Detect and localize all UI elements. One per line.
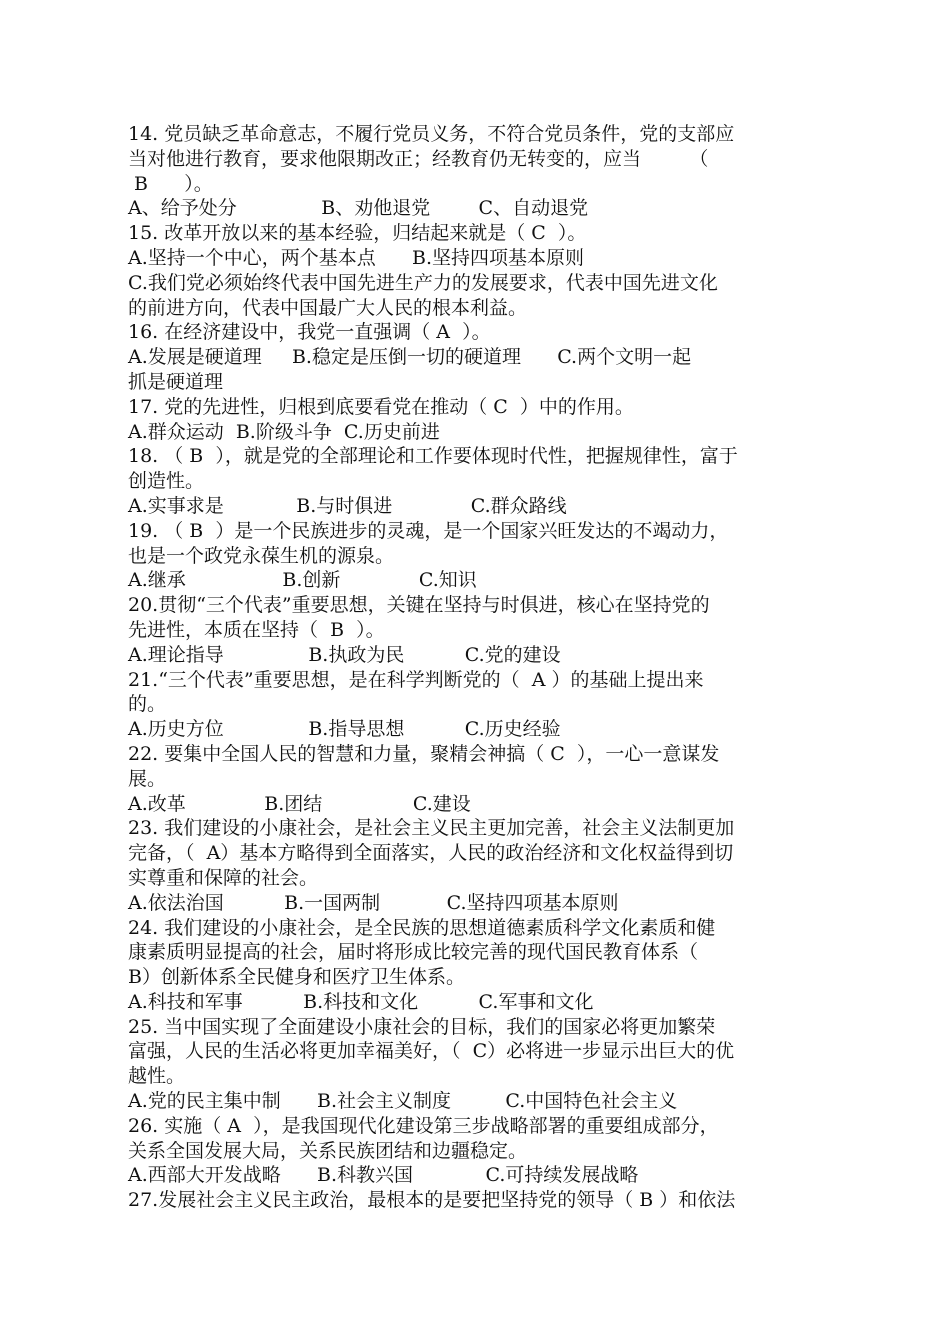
text-line: 抓是硬道理	[128, 370, 224, 393]
text-line: 也是一个政党永葆生机的源泉。	[128, 544, 395, 567]
text-line: A.理论指导 B.执政为民 C.党的建设	[128, 643, 561, 666]
text-line: 19. （ B ）是一个民族进步的灵魂，是一个国家兴旺发达的不竭动力，	[128, 519, 729, 542]
text-line: C.我们党必须始终代表中国先进生产力的发展要求，代表中国先进文化	[128, 271, 718, 294]
text-line: 展。	[128, 767, 167, 790]
text-line: A.群众运动 B.阶级斗争 C.历史前进	[128, 420, 440, 443]
text-line: 18. （ B ），就是党的全部理论和工作要体现时代性，把握规律性，富于	[128, 445, 738, 468]
document-page	[128, 122, 828, 1213]
text-line: A.继承 B.创新 C.知识	[128, 569, 477, 592]
text-line: 16. 在经济建设中，我党一直强调（ A ）。	[128, 321, 491, 344]
text-line: 先进性，本质在坚持（ B ）。	[128, 618, 385, 641]
text-line: 25. 当中国实现了全面建设小康社会的目标，我们的国家必将更加繁荣	[128, 1015, 716, 1038]
text-line: B ）。	[128, 172, 213, 195]
text-line: A.改革 B.团结 C.建设	[128, 792, 471, 815]
text-line: A.实事求是 B.与时俱进 C.群众路线	[128, 494, 567, 517]
text-line: 14. 党员缺乏革命意志，不履行党员义务，不符合党员条件，党的支部应	[128, 123, 735, 145]
text-line: A.历史方位 B.指导思想 C.历史经验	[128, 718, 561, 741]
text-line: 21.“三个代表”重要思想，是在科学判断党的（ A ）的基础上提出来	[128, 668, 704, 691]
text-line: 实尊重和保障的社会。	[128, 866, 319, 889]
text-line: 24. 我们建设的小康社会，是全民族的思想道德素质科学文化素质和健	[128, 916, 716, 939]
text-line: 27.发展社会主义民主政治，最根本的是要把坚持党的领导（ B ）和依法	[128, 1189, 736, 1212]
text-line: 的。	[128, 693, 167, 716]
text-line: A.依法治国 B.一国两制 C.坚持四项基本原则	[128, 891, 619, 914]
text-line: 26. 实施（ A ），是我国现代化建设第三步战略部署的重要组成部分，	[128, 1114, 719, 1137]
text-line: 23. 我们建设的小康社会，是社会主义民主更加完善，社会主义法制更加	[128, 817, 735, 840]
text-line: 15. 改革开放以来的基本经验，归结起来就是（ C ）。	[128, 222, 587, 245]
text-line: 当对他进行教育，要求他限期改正；经教育仍无转变的，应当 （	[128, 147, 709, 170]
text-line: 17. 党的先进性，归根到底要看党在推动（ C ）中的作用。	[128, 395, 634, 418]
text-line: 关系全国发展大局，关系民族团结和边疆稳定。	[128, 1139, 528, 1162]
text-line: 22. 要集中全国人民的智慧和力量，聚精会神搞（ C ），一心一意谋发	[128, 742, 720, 765]
text-line: 完备，（ A）基本方略得到全面落实，人民的政治经济和文化权益得到切	[128, 842, 734, 865]
text-line: A.发展是硬道理 B.稳定是压倒一切的硬道理 C.两个文明一起	[128, 346, 692, 369]
text-line: A.坚持一个中心，两个基本点 B.坚持四项基本原则	[128, 246, 585, 269]
text-line: B）创新体系全民健身和医疗卫生体系。	[128, 966, 465, 989]
text-line: 富强，人民的生活必将更加幸福美好，（ C）必将进一步显示出巨大的优	[128, 1040, 735, 1063]
text-line: A.西部大开发战略 B.科教兴国 C.可持续发展战略	[128, 1164, 639, 1187]
text-line: 的前进方向，代表中国最广大人民的根本利益。	[128, 296, 528, 319]
text-line: 20.贯彻“三个代表”重要思想，关键在坚持与时俱进，核心在坚持党的	[128, 594, 710, 617]
text-line: A.党的民主集中制 B.社会主义制度 C.中国特色社会主义	[128, 1090, 678, 1113]
text-line: A.科技和军事 B.科技和文化 C.军事和文化	[128, 990, 594, 1013]
text-line: 越性。	[128, 1065, 186, 1088]
text-line: 康素质明显提高的社会，届时将形成比较完善的现代国民教育体系（	[128, 941, 699, 964]
text-line: A、给予处分 B、劝他退党 C、自动退党	[128, 197, 589, 220]
text-line: 创造性。	[128, 470, 205, 493]
